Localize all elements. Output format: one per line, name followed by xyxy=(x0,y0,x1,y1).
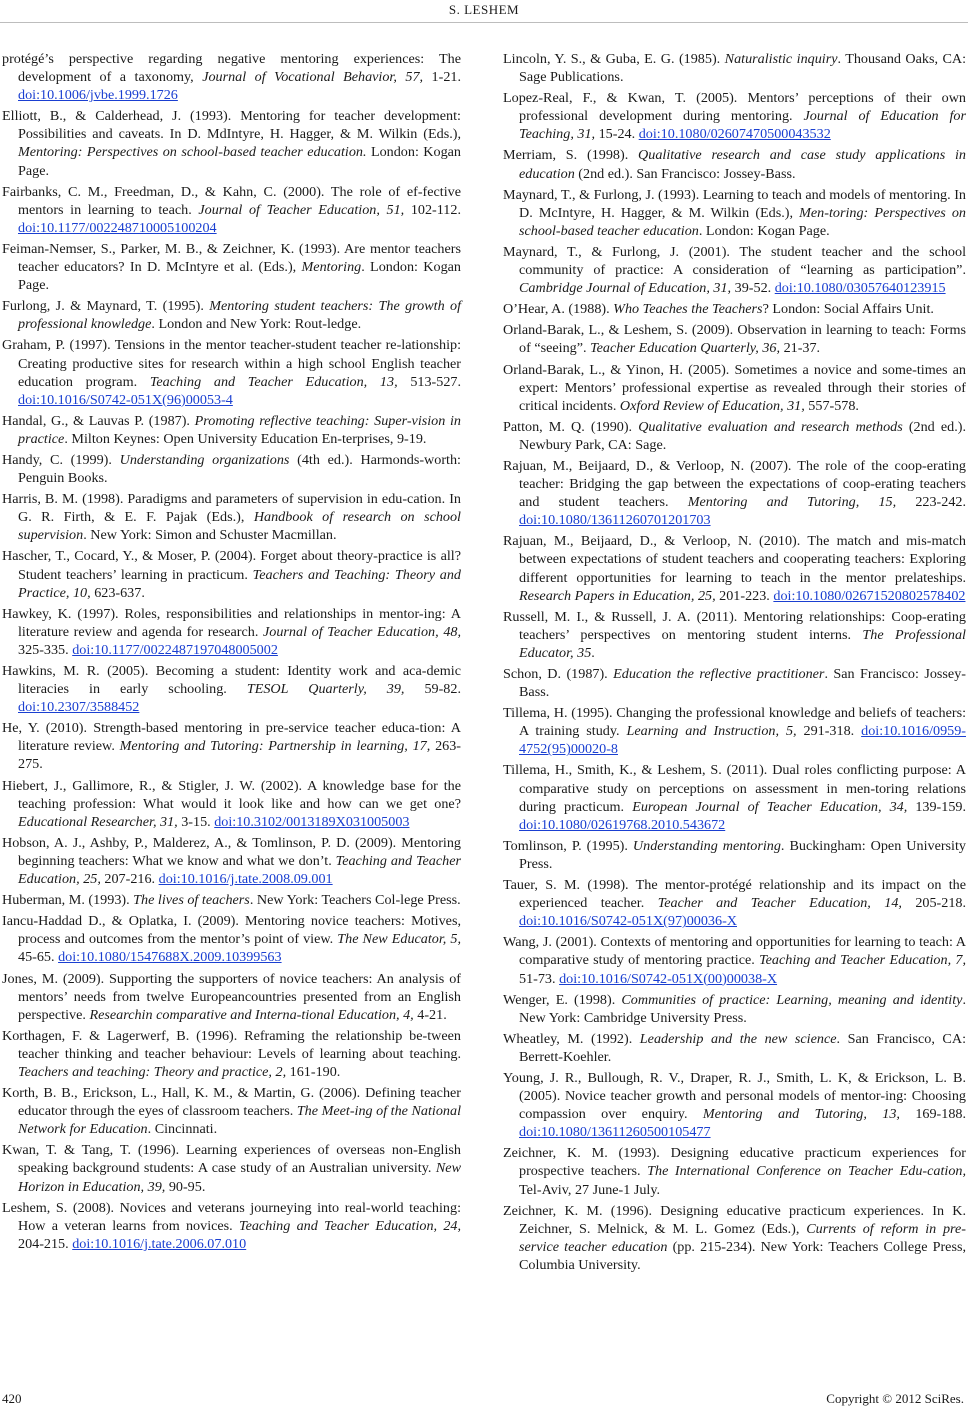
reference-text: Kwan, T. & Tang, T. (1996). Learning experiences of overseas non-English speaking background students: A case study of an Australian university. xyxy=(2,1142,461,1177)
reference-source-title: Teacher Education Quarterly, 36, xyxy=(590,340,781,357)
reference-text: Huberman, M. (1993). xyxy=(2,892,134,909)
reference-entry xyxy=(503,1144,966,1198)
reference-text: 51-73. xyxy=(519,970,560,987)
reference-entry xyxy=(2,912,461,966)
reference-text: Tillema, H., Smith, K., & Leshem, S. (2011). Dual roles conflicting purpose: A comparative study on perceptions on assessment in men-toring relations during practicum. xyxy=(503,762,966,815)
reference-source-title: The Professional Educator, 35 xyxy=(519,626,966,661)
reference-text: He, Y. (2010). Strength-based mentoring in pre-service teacher educa-tion: A literature review. xyxy=(2,720,461,755)
reference-entry xyxy=(503,243,966,297)
reference-text: Maynard, T., & Furlong, J. (1993). Learning to teach and models of mentoring. In D. McIntyre, H. Hagger, & M. Wilkin (Eds.), xyxy=(503,186,966,221)
reference-text: Tomlinson, P. (1995). xyxy=(503,837,633,854)
reference-text: . Thousand Oaks, CA: Sage Publications. xyxy=(519,51,967,86)
doi-link[interactable]: doi:10.1016/S0742-051X(96)00053-4 xyxy=(18,391,233,408)
reference-text: 102-112. xyxy=(404,201,461,218)
reference-text: 3-15. xyxy=(177,813,215,830)
reference-source-title: Mentoring xyxy=(301,259,362,276)
reference-text: 21-37. xyxy=(780,340,821,357)
reference-source-title: European Journal of Teacher Education, 34, xyxy=(632,798,908,815)
reference-text: Wheatley, M. (1992). xyxy=(503,1030,640,1047)
reference-text: 139-159. xyxy=(907,798,967,815)
doi-link[interactable]: doi:10.1016/S0742-051X(97)00036-X xyxy=(519,913,737,930)
reference-text: 201-223. xyxy=(715,587,774,604)
reference-entry xyxy=(503,1030,966,1066)
reference-text: London: Kogan Page. xyxy=(18,144,462,179)
reference-text: 39-52. xyxy=(731,280,775,297)
reference-text: . Milton Keynes: Open University Education En-terprises, 9-19. xyxy=(64,430,427,447)
reference-text: 1-21. xyxy=(423,69,461,86)
running-head: S. LESHEM xyxy=(448,2,520,17)
reference-source-title: Qualitative research and case study applications in education xyxy=(519,147,966,182)
reference-source-title: Understanding mentoring xyxy=(632,837,781,854)
reference-text: Leshem, S. (2008). Novices and veterans journeying into real-world teaching: How a veteran learns from novices. xyxy=(2,1199,461,1234)
reference-text: Young, J. R., Bullough, R. V., Draper, R. J., Smith, L. K, & Erickson, L. B. (2005). Novice teacher growth and personal models of mentor-ing: Choosing compassion over enquiry. xyxy=(503,1069,966,1123)
doi-link[interactable]: doi:10.1080/1547688X.2009.10399563 xyxy=(58,949,282,966)
reference-source-title: Mentoring student teachers: The growth of professional knowledge xyxy=(18,298,462,333)
reference-text: 325-335. xyxy=(18,641,73,658)
reference-entry xyxy=(503,89,966,143)
doi-link[interactable]: doi:10.3102/0013189X031005003 xyxy=(214,813,410,830)
reference-entry xyxy=(2,605,461,659)
reference-text: 169-188. xyxy=(899,1106,967,1123)
doi-link[interactable]: doi:10.1080/13611260701201703 xyxy=(519,512,711,529)
reference-source-title: Learning and Instruction, 5, xyxy=(626,723,797,740)
reference-source-title: Teachers and Teaching: Theory and Practice, 10, xyxy=(18,566,461,601)
reference-entry xyxy=(503,837,966,873)
reference-source-title: Mentoring and Tutoring: Partnership in learning, 17, xyxy=(119,738,431,755)
reference-entry xyxy=(2,297,461,333)
reference-source-title: Currents of reform in pre-service teacher education xyxy=(519,1220,966,1255)
reference-source-title: Communities of practice: Learning, meaning and identity xyxy=(621,991,963,1008)
reference-text: . London: Kogan Page. xyxy=(18,259,461,294)
reference-entry xyxy=(503,665,966,701)
reference-text: Hawkey, K. (1997). Roles, responsibilities and relationships in mentor-ing: A literature review and agenda for research. xyxy=(2,605,461,640)
reference-entry xyxy=(503,457,966,529)
reference-source-title: Naturalistic inquiry xyxy=(724,51,838,67)
reference-source-title: Cambridge Journal of Education, 31, xyxy=(519,280,732,297)
reference-entry xyxy=(503,1069,966,1141)
reference-text: Patton, M. Q. (1990). xyxy=(503,418,639,435)
reference-source-title: Teaching and Teacher Education, 25, xyxy=(18,852,461,888)
reference-text: Handal, G., & Lauvas P. (1987). xyxy=(2,412,195,429)
reference-text: 59-82. xyxy=(404,681,461,698)
reference-text: Lincoln, Y. S., & Guba, E. G. (1985). xyxy=(503,51,725,67)
reference-text: 623-637. xyxy=(90,584,145,601)
reference-text: Furlong, J. & Maynard, T. (1995). xyxy=(2,298,210,315)
reference-entry xyxy=(2,970,461,1024)
doi-link[interactable]: doi:10.1080/13611260500105477 xyxy=(519,1124,711,1141)
reference-text: Rajuan, M., Beijaard, D., & Verloop, N. (2010). The match and mis-match between expectations of student teachers and cooperating teachers: Exploring different opportunities for learning to teach in the mentor prelateships. xyxy=(503,533,966,586)
doi-link[interactable]: doi:10.1016/S0742-051X(00)00038-X xyxy=(559,970,778,987)
reference-entry xyxy=(503,1202,966,1274)
reference-text: 15-24. xyxy=(595,126,639,143)
reference-source-title: Research Papers in Education, 25, xyxy=(519,587,716,604)
reference-text: Wang, J. (2001). Contexts of mentoring and opportunities for learning to teach: A comparative study of mentoring practice. xyxy=(503,934,966,969)
reference-text: Zeichner, K. M. (1996). Designing educative practicum experiences. In K. Zeichner, S. Melnick, & M. L. Gomez (Eds.), xyxy=(503,1202,966,1237)
doi-link[interactable]: doi:10.1177/002248710005100204 xyxy=(18,219,217,236)
reference-text: Wenger, E. (1998). xyxy=(503,991,622,1008)
reference-source-title: Journal of Teacher Education, 48, xyxy=(263,623,461,640)
doi-link[interactable]: doi:10.1080/03057640123915 xyxy=(774,280,946,297)
reference-entry xyxy=(503,418,966,454)
reference-source-title: Researchin comparative and Interna-tional Education, 4, xyxy=(89,1006,414,1023)
reference-text: . New York: Cambridge University Press. xyxy=(519,991,966,1026)
reference-source-title: Teaching and Teacher Education, 7, xyxy=(759,952,966,969)
reference-entry xyxy=(503,933,966,987)
reference-text: 223-242. xyxy=(896,494,967,511)
reference-text: Rajuan, M., Beijaard, D., & Verloop, N. (2007). The role of the coop-erating teacher: Bridging the gap between the expectations of coop-erating teachers and student teachers. xyxy=(503,457,966,511)
doi-link[interactable]: doi:10.1006/jvbe.1999.1726 xyxy=(18,87,178,104)
reference-text: Orland-Barak, L., & Leshem, S. (2009). Observation in learning to teach: Forms of “seeing”. xyxy=(503,322,966,357)
reference-source-title: Educational Researcher, 31, xyxy=(18,813,178,830)
reference-text: 161-190. xyxy=(286,1063,341,1080)
reference-text: . xyxy=(591,644,595,661)
page-number: 420 xyxy=(2,1391,22,1406)
reference-source-title: New Horizon in Education, 39, xyxy=(18,1160,461,1195)
reference-entry xyxy=(503,991,966,1027)
reference-text: Orland-Barak, L., & Yinon, H. (2005). Sometimes a novice and some-times an expert: Mentors’ professional expertise as revealed through their stories of critical incidents. xyxy=(503,361,966,414)
reference-entry xyxy=(2,662,461,716)
reference-source-title: Journal of Education for Teaching, 31, xyxy=(519,108,966,143)
reference-entry xyxy=(503,532,966,604)
reference-text: . New York: Simon and Schuster Macmillan. xyxy=(83,527,337,544)
reference-entry xyxy=(503,361,966,415)
reference-text: Lopez-Real, F., & Kwan, T. (2005). Mentors’ perceptions of their own professional development during mentoring. xyxy=(503,90,966,125)
reference-source-title: Qualitative evaluation and research methods xyxy=(638,418,903,435)
reference-entry xyxy=(503,876,966,930)
reference-source-title: Understanding organizations xyxy=(119,451,290,468)
doi-link[interactable]: doi:10.1177/0022487197048005002 xyxy=(72,641,278,658)
reference-entry xyxy=(503,761,966,833)
reference-text: Hawkins, M. R. (2005). Becoming a student: Identity work and aca-demic literacies in early schooling. xyxy=(2,663,461,698)
doi-link[interactable]: doi:10.1016/0959-4752(95)00020-8 xyxy=(519,723,966,758)
reference-text: 205-218. xyxy=(901,895,967,912)
reference-entry xyxy=(2,1141,461,1195)
reference-text: (2nd ed.). Newbury Park, CA: Sage. xyxy=(519,418,966,453)
doi-link[interactable]: doi:10.1016/j.tate.2006.07.010 xyxy=(72,1235,247,1252)
reference-entry xyxy=(2,777,461,831)
reference-source-title: The International Conference on Teacher Edu-cation, xyxy=(647,1163,966,1180)
reference-entry xyxy=(2,451,461,487)
reference-source-title: Teacher and Teacher Education, 14, xyxy=(657,895,902,912)
reference-text: 263-275. xyxy=(18,738,461,773)
reference-entry xyxy=(2,891,461,909)
reference-text: 90-95. xyxy=(165,1178,206,1195)
doi-link[interactable]: doi:10.2307/3588452 xyxy=(18,699,140,716)
reference-text: Korth, B. B., Erickson, L., Hall, K. M., & Martin, G. (2006). Defining teacher educator through the eyes of classroom teachers. xyxy=(2,1085,461,1120)
reference-entry xyxy=(503,146,966,182)
reference-text: Tillema, H. (1995). Changing the professional knowledge and beliefs of teachers: A training study. xyxy=(503,705,966,740)
reference-text: Hobson, A. J., Ashby, P., Malderez, A., & Tomlinson, P. D. (2009). Mentoring beginning teachers: What we know and what we don’t. xyxy=(2,834,461,869)
reference-text: Russell, M. I., & Russell, J. A. (2011). Mentoring relationships: Coop-erating teachers’ perspectives on mentoring student interns. xyxy=(503,608,966,643)
reference-source-title: Men-toring: Perspectives on school-based teacher education xyxy=(519,204,966,239)
reference-text: . San Francisco, CA: Berrett-Koehler. xyxy=(519,1030,966,1065)
reference-text: Harris, B. M. (1998). Paradigms and parameters of supervision in edu-cation. In G. R. Firth, & E. F. Pajak (Eds.), xyxy=(2,491,461,526)
reference-text: (2nd ed.). San Francisco: Jossey-Bass. xyxy=(574,165,796,182)
reference-entry xyxy=(503,50,966,86)
reference-text: Handy, C. (1999). xyxy=(2,451,120,468)
reference-text: . London and New York: Rout-ledge. xyxy=(151,316,362,333)
reference-entry xyxy=(2,50,461,104)
reference-text: . Cincinnati. xyxy=(147,1121,218,1138)
reference-column-left xyxy=(2,50,461,1256)
reference-text: Maynard, T., & Furlong, J. (2001). The student teacher and the school community of practice: A consideration of “learning as participation”. xyxy=(503,243,966,279)
reference-text: Hascher, T., Cocard, Y., & Moser, P. (2004). Forget about theory-practice is all? Student teachers’ learning in practicum. xyxy=(2,548,461,583)
reference-source-title: Journal of Vocational Behavior, 57, xyxy=(202,69,424,86)
copyright-notice: Copyright © 2012 SciRes. xyxy=(826,1391,964,1406)
reference-text: Iancu-Haddad D., & Oplatka, I. (2009). Mentoring novice teachers: Motives, process and outcomes from the mentor’s point of view. xyxy=(2,913,461,948)
reference-source-title: The Meet-ing of the National Network for Education xyxy=(18,1103,461,1138)
reference-entry xyxy=(2,719,461,773)
reference-source-title: Promoting reflective teaching: Super-vision in practice xyxy=(18,412,461,447)
reference-text: (pp. 215-234). New York: Teachers College Press, Columbia University. xyxy=(519,1238,966,1273)
reference-entry xyxy=(2,240,461,294)
reference-entry xyxy=(503,704,966,758)
reference-text: protégé’s perspective regarding negative mentoring experiences: The development of a taxonomy, xyxy=(2,51,461,86)
reference-entry xyxy=(2,336,461,408)
reference-text: Jones, M. (2009). Supporting the supporters of novice teachers: An analysis of mentors’ needs from twelve Europeancountries presented from an English perspective. xyxy=(2,970,461,1023)
reference-entry xyxy=(2,107,461,179)
doi-link[interactable]: doi:10.1080/02619768.2010.543672 xyxy=(519,816,726,833)
reference-text: 204-215. xyxy=(18,1235,73,1252)
reference-text: Schon, D. (1987). xyxy=(503,666,614,682)
reference-text: . London: Kogan Page. xyxy=(698,222,830,239)
reference-entry xyxy=(2,412,461,448)
reference-entry xyxy=(503,321,966,357)
reference-text: . New York: Teachers Col-lege Press. xyxy=(249,892,461,909)
reference-source-title: Teaching and Teacher Education, 13, xyxy=(149,373,398,390)
reference-text: ? London: Social Affairs Unit. xyxy=(762,301,934,318)
reference-text: 513-527. xyxy=(397,373,461,390)
reference-entry xyxy=(503,608,966,662)
reference-text: 4-21. xyxy=(413,1006,447,1023)
reference-source-title: Leadership and the new science xyxy=(639,1030,837,1047)
reference-entry xyxy=(2,183,461,237)
reference-entry xyxy=(2,1199,461,1253)
reference-text: Merriam, S. (1998). xyxy=(503,147,639,164)
reference-text: Fairbanks, C. M., Freedman, D., & Kahn, C. (2000). The role of ef-fective mentors in learning to teach. xyxy=(2,183,461,218)
reference-text: . San Francisco: Jossey-Bass. xyxy=(519,666,966,701)
reference-text: O’Hear, A. (1988). xyxy=(503,301,614,318)
reference-entry xyxy=(2,1084,461,1138)
reference-source-title: The New Educator, 5, xyxy=(337,931,462,948)
doi-link[interactable]: doi:10.1080/02671520802578402 xyxy=(773,587,966,604)
reference-text: Hiebert, J., Gallimore, R., & Stigler, J. W. (2002). A knowledge base for the teaching profession: What would it look like and how can we get one? xyxy=(2,777,461,812)
reference-column-right xyxy=(503,50,966,1277)
reference-entry xyxy=(503,186,966,240)
reference-text: 291-318. xyxy=(796,723,862,740)
reference-source-title: Education the reflective practitioner xyxy=(613,666,825,682)
reference-source-title: Handbook of research on school supervision xyxy=(18,509,461,544)
doi-link[interactable]: doi:10.1016/j.tate.2008.09.001 xyxy=(158,871,333,888)
reference-text: (4th ed.). Harmonds-worth: Penguin Books. xyxy=(18,451,461,487)
reference-text: . Buckingham: Open University Press. xyxy=(519,837,966,872)
doi-link[interactable]: doi:10.1080/02607470500043532 xyxy=(638,126,831,143)
reference-text: Feiman-Nemser, S., Parker, M. B., & Zeichner, K. (1993). Are mentor teachers teacher educators? In D. McIntyre et al. (Eds.), xyxy=(2,240,461,276)
reference-entry xyxy=(2,547,461,601)
reference-entry xyxy=(2,490,461,544)
reference-text: Tel-Aviv, 27 June-1 July. xyxy=(519,1181,661,1198)
reference-source-title: TESOL Quarterly, 39, xyxy=(246,681,405,698)
reference-entry xyxy=(2,834,461,888)
reference-text: 45-65. xyxy=(18,949,59,966)
reference-source-title: Teachers and teaching: Theory and practice, 2, xyxy=(18,1063,287,1080)
reference-text: Elliott, B., & Calderhead, J. (1993). Mentoring for teacher development: Possibilities and caveats. In D. MdIntyre, H. Hagger, & M. Wilkin (Eds.), xyxy=(2,108,461,143)
reference-text: Graham, P. (1997). Tensions in the mentor teacher-student teacher re-lationship: Creating productive sites for research within a high school English teacher education program. xyxy=(2,337,461,390)
reference-text: Korthagen, F. & Lagerwerf, B. (1996). Reframing the relationship be-tween teacher thinking and teacher behaviour: Levels of learning about teaching. xyxy=(2,1027,461,1062)
reference-source-title: Mentoring and Tutoring, 13, xyxy=(702,1106,900,1123)
reference-entry xyxy=(2,1027,461,1081)
reference-source-title: Mentoring: Perspectives on school-based teacher education. xyxy=(18,144,367,161)
reference-source-title: Teaching and Teacher Education, 24, xyxy=(239,1217,461,1234)
reference-text: Tauer, S. M. (1998). The mentor-protégé relationship and its impact on the experienced teacher. xyxy=(503,877,966,912)
reference-source-title: Oxford Review of Education, 31, xyxy=(619,397,805,414)
reference-source-title: Journal of Teacher Education, 51, xyxy=(198,201,405,218)
reference-source-title: The lives of teachers xyxy=(133,892,250,909)
reference-entry xyxy=(503,300,966,318)
reference-text: 207-216. xyxy=(100,871,159,888)
reference-source-title: Mentoring and Tutoring, 15, xyxy=(687,494,897,511)
reference-text: Zeichner, K. M. (1993). Designing educative practicum experiences for prospective teachers. xyxy=(503,1145,966,1180)
reference-source-title: Who Teaches the Teachers xyxy=(613,301,763,318)
reference-text: 557-578. xyxy=(804,397,859,414)
header-rule xyxy=(0,22,968,23)
